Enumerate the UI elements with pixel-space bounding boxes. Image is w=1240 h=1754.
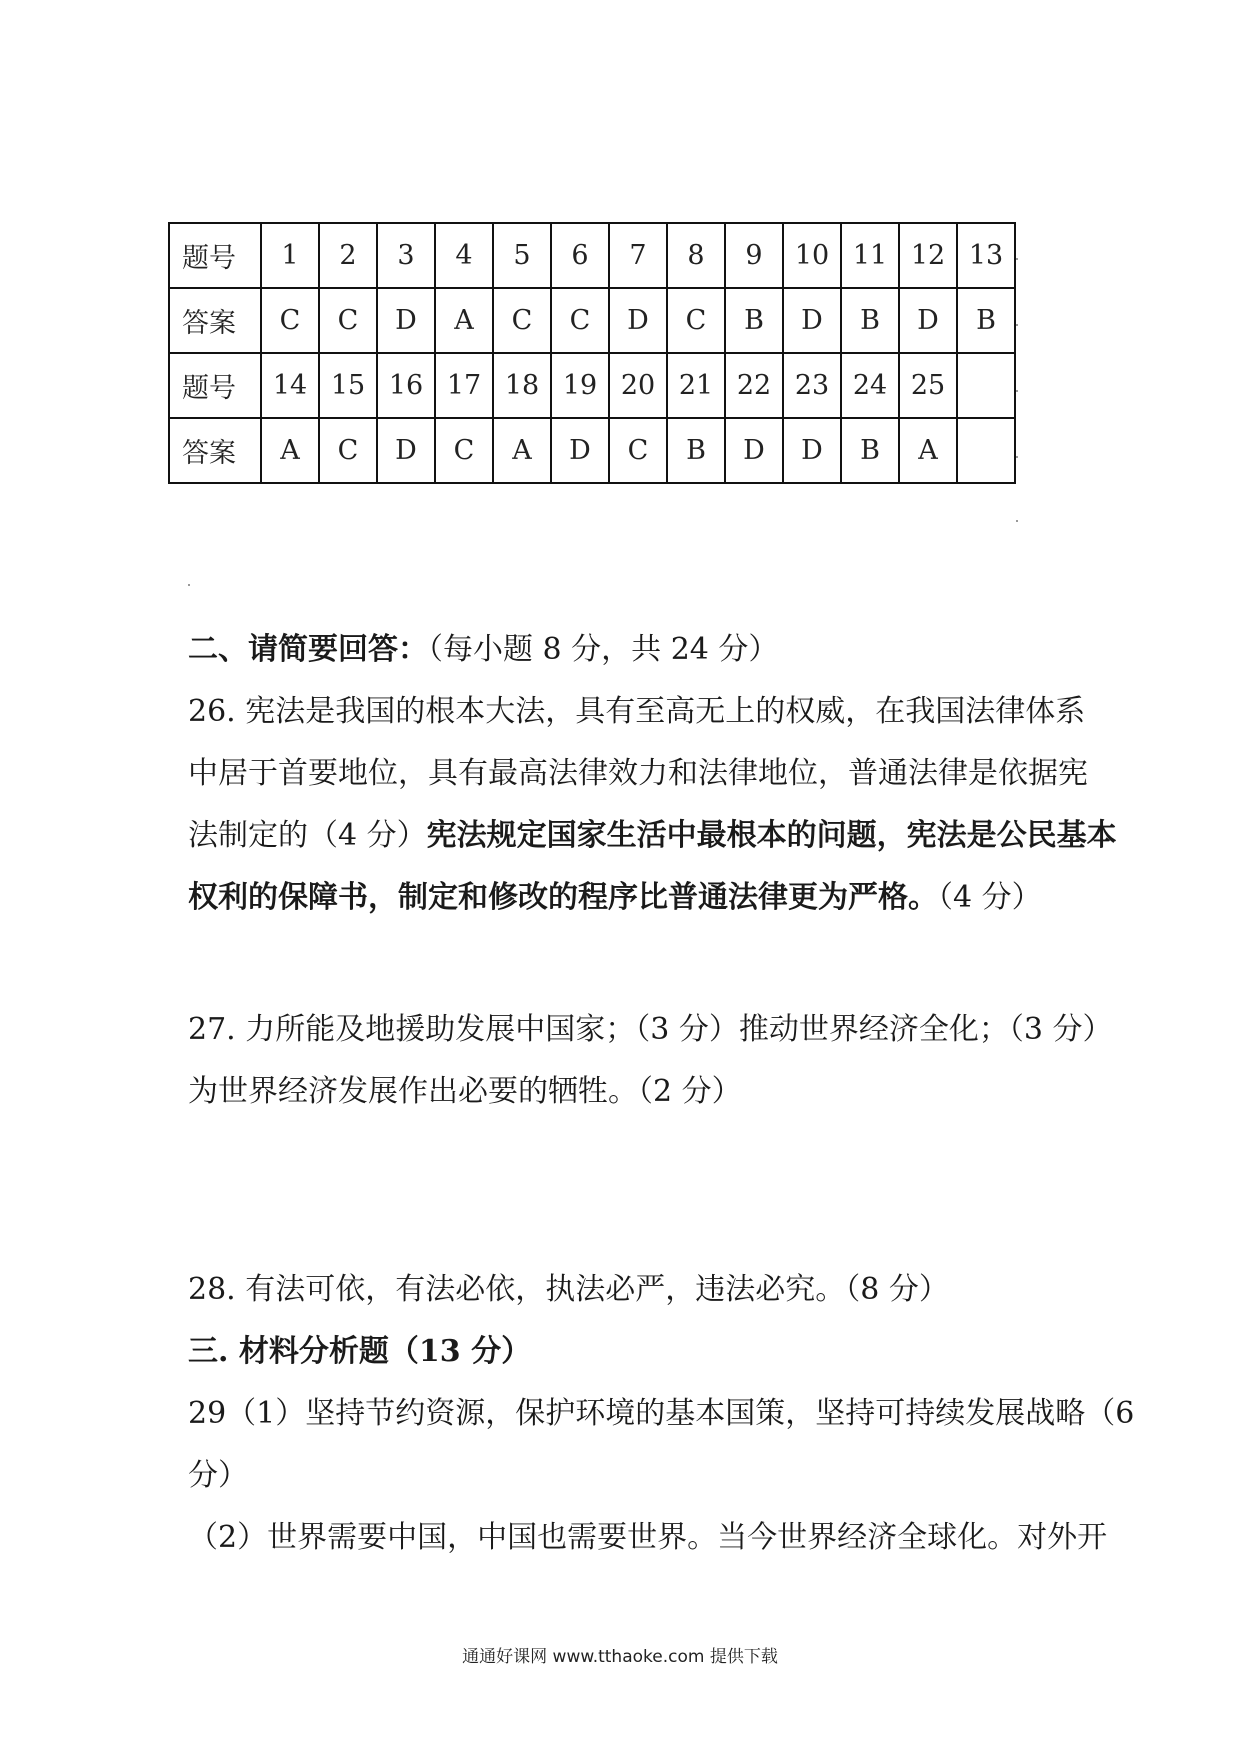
section3-heading: 三. 材料分析题（13 分） [188,1334,532,1369]
answer-table-cell: 2 [319,223,377,288]
answer-table-cell: B [725,288,783,353]
q26-line-3 [188,816,1117,856]
answer-table-cell: 11 [841,223,899,288]
q29-line-2: 分） [188,1458,248,1493]
answer-table-cell: B [841,288,899,353]
answer-table-row [169,418,1015,483]
answer-table-cell: C [551,288,609,353]
q28-line-1: 28. 有法可依，有法必依，执法必严，违法必究。（8 分） [188,1272,949,1307]
answer-table-row [169,288,1015,353]
footer-credit: 通通好课网 www.tthaoke.com 提供下载 [462,1647,778,1667]
q26-line-4-normal: （4 分） [938,880,1042,915]
answer-table-cell: C [319,418,377,483]
section2-heading-bold: 二、请简要回答： [188,632,428,667]
section2-heading [188,630,778,670]
answer-table-cell: D [377,418,435,483]
answer-table-cell: B [841,418,899,483]
q26-line-1: 26. 宪法是我国的根本大法，具有至高无上的权威，在我国法律体系 [188,694,1086,729]
answer-table-body [169,223,1015,483]
scan-speck [1016,456,1018,458]
answer-table-row-label: 题号 [169,223,261,288]
q29-line-1: 29（1）坚持节约资源，保护环境的基本国策，坚持可持续发展战略（6 [188,1396,1135,1431]
answer-table-cell: 22 [725,353,783,418]
answer-table-cell: 23 [783,353,841,418]
answer-table-cell [957,418,1015,483]
section2-heading-rest: （每小题 8 分，共 24 分） [428,632,779,667]
q29-line-3: （2）世界需要中国，中国也需要世界。当今世界经济全球化。对外开 [188,1520,1108,1555]
q26-line-2: 中居于首要地位，具有最高法律效力和法律地位，普通法律是依据宪 [188,756,1088,791]
q26-line-4-bold: 权利的保障书，制定和修改的程序比普通法律更为严格。 [188,880,938,915]
answer-table-cell: 12 [899,223,957,288]
answer-table-cell: A [261,418,319,483]
answer-table [168,222,1016,484]
answer-table-cell: 24 [841,353,899,418]
answer-table-cell: 19 [551,353,609,418]
answer-table-row [169,223,1015,288]
answer-table-cell: D [899,288,957,353]
answer-table-cell: 7 [609,223,667,288]
answer-table-cell: C [493,288,551,353]
q27-line-1: 27. 力所能及地援助发展中国家；（3 分）推动世界经济全化；（3 分） [188,1012,1113,1047]
answer-table-cell: D [783,288,841,353]
answer-table-cell: 14 [261,353,319,418]
scan-speck [1016,520,1018,522]
answer-table-cell: B [667,418,725,483]
answer-table-cell: 9 [725,223,783,288]
answer-table-cell: C [261,288,319,353]
answer-table-cell: 3 [377,223,435,288]
q26-line-4 [188,878,1042,918]
answer-table-cell: D [609,288,667,353]
answer-table-cell: 25 [899,353,957,418]
answer-table-cell [957,353,1015,418]
answer-table-cell: B [957,288,1015,353]
answer-table-cell: D [551,418,609,483]
answer-table-cell: 1 [261,223,319,288]
q26-line-3-normal: 法制定的（4 分） [188,818,427,853]
scan-speck [1016,324,1018,326]
answer-table-row-label: 答案 [169,418,261,483]
answer-table-cell: 13 [957,223,1015,288]
answer-table-cell: 6 [551,223,609,288]
answer-table-cell: A [435,288,493,353]
answer-table-cell: 15 [319,353,377,418]
answer-table-cell: 16 [377,353,435,418]
answer-table-cell: 20 [609,353,667,418]
answer-table-cell: A [899,418,957,483]
answer-table-cell: D [725,418,783,483]
answer-table-cell: C [667,288,725,353]
answer-table-row-label: 答案 [169,288,261,353]
q27-line-2: 为世界经济发展作出必要的牺牲。（2 分） [188,1074,742,1109]
answer-table-cell: D [783,418,841,483]
answer-table-cell: 18 [493,353,551,418]
answer-table-cell: C [609,418,667,483]
answer-table-cell: A [493,418,551,483]
answer-table-cell: 4 [435,223,493,288]
q26-line-3-bold: 宪法规定国家生活中最根本的问题，宪法是公民基本 [426,818,1117,853]
scan-speck [1016,390,1018,392]
answer-table-cell: 8 [667,223,725,288]
answer-table-cell: 17 [435,353,493,418]
answer-table-row-label: 题号 [169,353,261,418]
scan-speck [188,584,190,586]
answer-table-cell: D [377,288,435,353]
answer-table-cell: C [435,418,493,483]
answer-table-row [169,353,1015,418]
scan-speck [1016,258,1018,260]
answer-table-cell: 21 [667,353,725,418]
answer-table-cell: 5 [493,223,551,288]
answer-table-cell: 10 [783,223,841,288]
answer-table-cell: C [319,288,377,353]
